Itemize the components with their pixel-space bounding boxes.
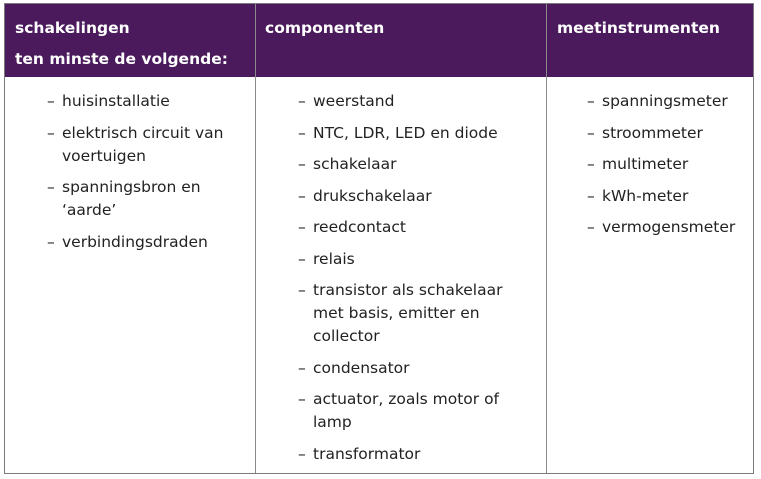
dash-bullet: – bbox=[587, 218, 595, 236]
list-item bbox=[47, 122, 247, 168]
list-item-label: schakelaar bbox=[313, 155, 397, 173]
list-item-label: actuator, zoals motor of lamp bbox=[313, 390, 500, 431]
list-item bbox=[587, 185, 752, 208]
content-table bbox=[4, 3, 754, 474]
dash-bullet: – bbox=[298, 186, 306, 205]
list-item-label: huisinstallatie bbox=[62, 92, 170, 110]
dash-bullet: – bbox=[298, 92, 306, 110]
dash-bullet: – bbox=[587, 92, 595, 110]
list-item-label: kWh-meter bbox=[602, 186, 689, 205]
dash-bullet: – bbox=[298, 281, 306, 299]
column-header bbox=[15, 13, 228, 75]
list-item bbox=[298, 388, 538, 434]
list-item bbox=[298, 122, 538, 145]
list-item bbox=[47, 90, 247, 113]
list-item bbox=[47, 231, 247, 254]
dash-bullet: – bbox=[298, 218, 306, 236]
list-item bbox=[587, 90, 752, 113]
list-item bbox=[47, 176, 247, 222]
dash-bullet: – bbox=[298, 444, 306, 463]
dash-bullet: – bbox=[47, 123, 55, 142]
list-item bbox=[587, 216, 752, 239]
list-item-label: stroommeter bbox=[602, 123, 703, 142]
header-line-2: ten minste de volgende: bbox=[15, 50, 228, 68]
header-line-1: componenten bbox=[265, 19, 385, 37]
list-item-label: reedcontact bbox=[313, 218, 406, 236]
column-meetinstrumenten bbox=[546, 4, 753, 473]
list-item-label: transistor als schakelaar met basis, emitter en collector bbox=[313, 281, 503, 345]
list-item bbox=[298, 248, 538, 271]
column-header bbox=[265, 13, 384, 44]
list-item bbox=[298, 216, 538, 239]
item-list bbox=[298, 90, 538, 474]
list-item bbox=[298, 357, 538, 380]
dash-bullet: – bbox=[47, 232, 55, 251]
dash-bullet: – bbox=[298, 123, 306, 142]
list-item bbox=[298, 90, 538, 113]
list-item-label: condensator bbox=[313, 358, 410, 377]
list-item bbox=[587, 153, 752, 176]
column-schakelingen bbox=[5, 4, 255, 473]
list-item-label: verbindingsdraden bbox=[62, 232, 208, 251]
dash-bullet: – bbox=[298, 358, 306, 377]
list-item bbox=[298, 443, 538, 466]
item-list bbox=[587, 90, 752, 248]
dash-bullet: – bbox=[298, 390, 306, 408]
dash-bullet: – bbox=[587, 186, 595, 205]
dash-bullet: – bbox=[47, 92, 55, 110]
list-item-label: spanningsmeter bbox=[602, 92, 728, 110]
list-item-label: drukschakelaar bbox=[313, 186, 432, 205]
list-item-label: NTC, LDR, LED en diode bbox=[313, 123, 498, 142]
list-item-label: vermogensmeter bbox=[602, 218, 736, 236]
list-item bbox=[298, 153, 538, 176]
list-item-label: transformator bbox=[313, 444, 421, 463]
item-list bbox=[47, 90, 247, 262]
column-header bbox=[557, 13, 720, 44]
header-line-1: meetinstrumenten bbox=[557, 19, 720, 37]
list-item-label: spanningsbron en ‘aarde’ bbox=[62, 178, 201, 219]
header-line-1: schakelingen bbox=[15, 19, 130, 37]
list-item-label: elektrisch circuit van voertuigen bbox=[62, 123, 224, 165]
list-item bbox=[298, 185, 538, 208]
list-item-label: multimeter bbox=[602, 155, 689, 173]
dash-bullet: – bbox=[298, 249, 306, 268]
dash-bullet: – bbox=[587, 123, 595, 142]
list-item-label: weerstand bbox=[313, 92, 395, 110]
dash-bullet: – bbox=[47, 178, 55, 196]
dash-bullet: – bbox=[587, 155, 595, 173]
list-item bbox=[298, 279, 538, 348]
list-item-label: relais bbox=[313, 249, 355, 268]
dash-bullet: – bbox=[298, 155, 306, 173]
list-item bbox=[587, 122, 752, 145]
column-componenten bbox=[255, 4, 546, 473]
